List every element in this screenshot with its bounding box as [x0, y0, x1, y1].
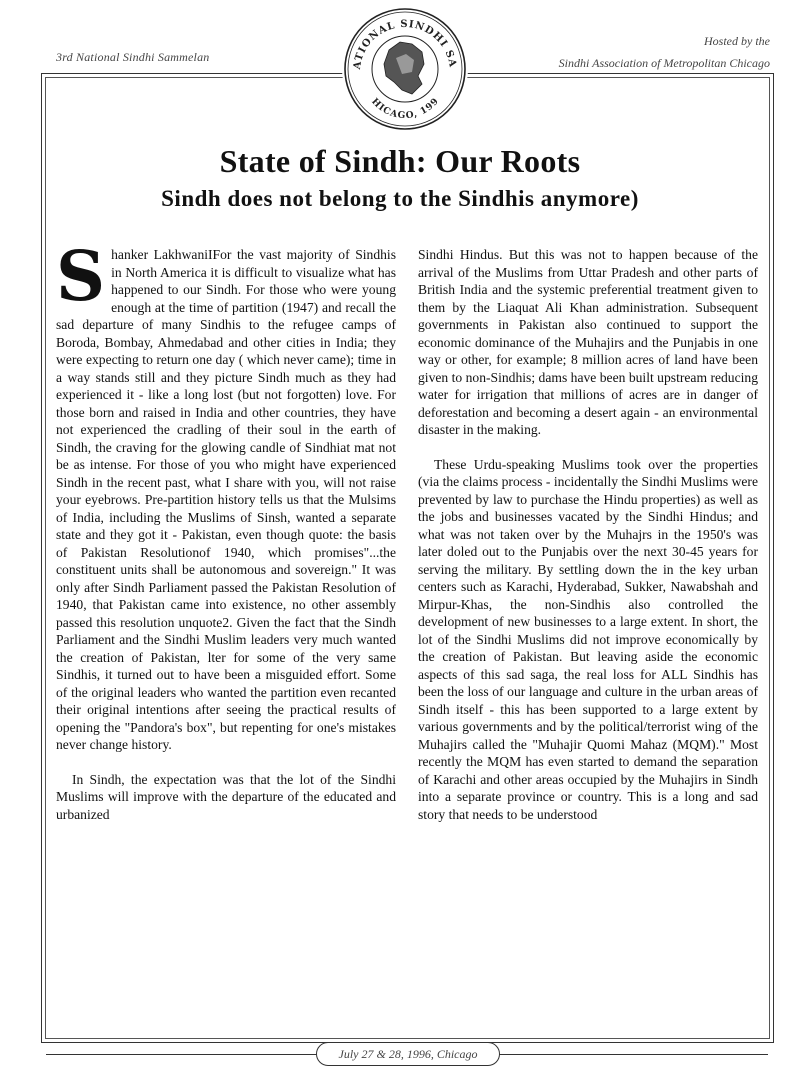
footer-date-location: July 27 & 28, 1996, Chicago [316, 1042, 500, 1066]
article-column-right [418, 246, 758, 823]
header-event-name: 3rd National Sindhi Sammelan [56, 50, 210, 64]
header-host [559, 30, 770, 74]
paragraph-4: These Urdu-speaking Muslims took over the properties (via the claims process - incidentally the Sindhi Muslims were prevented by law to purchase the Hindu properties) as well as the jobs and businesses vacated by the Sindhi Hindus; and what was not taken over by the Muhajrs in the 1950's was later doled out to the Punjabis over the next 30-45 years for serving the military. By settling down the in the key urban centers such as Karachi, Hyderabad, Sukker, Nawabshah and Mirpur-Khas, the non-Sindhis also controlled the development of new businesses to a large extent. In short, the lot of the Sindhi Muslims did not improve economically by the creation of Pakistan. But leaving aside the economic aspects of this sad saga, the real loss for ALL Sindhis has been the loss of our language and culture in the urban areas of Sindh itself - this has been supported to a large extent by various governments and by the political/terrorist wing of the Muhajirs called the "Muhajir Quomi Mahaz (MQM)." Most recently the MQM has even started to demand the separation of Karachi and other areas occupied by the Muhajirs in Sindh into a separate province or country. This is a long and sad story that needs to be understood [418, 456, 758, 822]
paragraph-2: In Sindh, the expectation was that the lot of the Sindhi Muslims will improve with the departure of the educated and urbanized [56, 771, 396, 822]
article-subtitle: Sindh does not belong to the Sindhis anymore) [161, 186, 639, 211]
article-column-left [56, 237, 396, 823]
seal-bottom-text: HICAGO, 199 [369, 96, 442, 122]
footer [46, 1042, 768, 1066]
seal-top-text: ATIONAL SINDHI SA [351, 18, 458, 71]
paragraph-1-text: hanker LakhwaniIFor the vast majority of Sindhis in North America it is difficult to visualize what has happened to our Sindh. For those who were young enough at the time of partition (1947) and recall the sad departure of many Sindhis to the refugee camps of Boroda, Bombay, Ahmedabad and other cities in India; they were expecting to return one day ( which never came); time in a way stands still and they picture Sindh much as they had experienced it - like a long lost (but not forgotten) love. For those born and raised in India and other countries, they have not experienced the cradling of their soul in the earth of Sindh, the craving for the glowing candle of Sindhiat mat not be as intense. For those of you who might have experienced Sindh in the recent past, what I share with you, will not raise your eyebrows. Pre-partition history tells us that the Mulsims of India, including the Muslims of Sinsh, wanted a separate state and they got it - Pakistan, even though quote: the basis of Pakistan Resolutionof 1940, which promises"...the constituent units shall be autonomous and sovereign." It was only after Sindh Parliament passed the Pakistan Resolution of 1940, that Pakistan came into existence, no other assembly passed this resolution unquote2. Given the fact that the Sindh Parliament and the Sindhi Muslim leaders very much wanted the creation of Pakistan, lter for some of the very same Sindhis, it turned out to have been a misguided effort. Some of the original leaders who wanted the partition even recanted their original intentions after seeing the practical results of opening the "Pandora's box", but repenting for one's mistakes never change history. [56, 247, 396, 752]
header-host-line2: Sindhi Association of Metropolitan Chicago [558, 56, 770, 70]
dropcap-letter: S [56, 237, 106, 317]
paragraph-3: Sindhi Hindus. But this was not to happen because of the arrival of the Muslims from Uttar Pradesh and other parts of British India and the systemic preferential treatment given to them by the Liaquat Ali Khan administration. Subsequent governments in Pakistan also continued to support the economic dominance of the Muhajirs and the Punjabis in one way or other, for example; 8 million acres of land have been given to non-Sindhis; dams have been built upstream reducing water for irrigation that millions of acres are in danger of deforestation and becoming a desert again - an environmental disaster in the making. [418, 247, 758, 437]
article-title: State of Sindh: Our Roots [219, 143, 581, 179]
seal-emblem-icon [342, 6, 468, 132]
paragraph-1 [56, 237, 396, 754]
sammelan-seal-logo [342, 6, 468, 132]
header-host-line1: Hosted by the [704, 34, 770, 48]
